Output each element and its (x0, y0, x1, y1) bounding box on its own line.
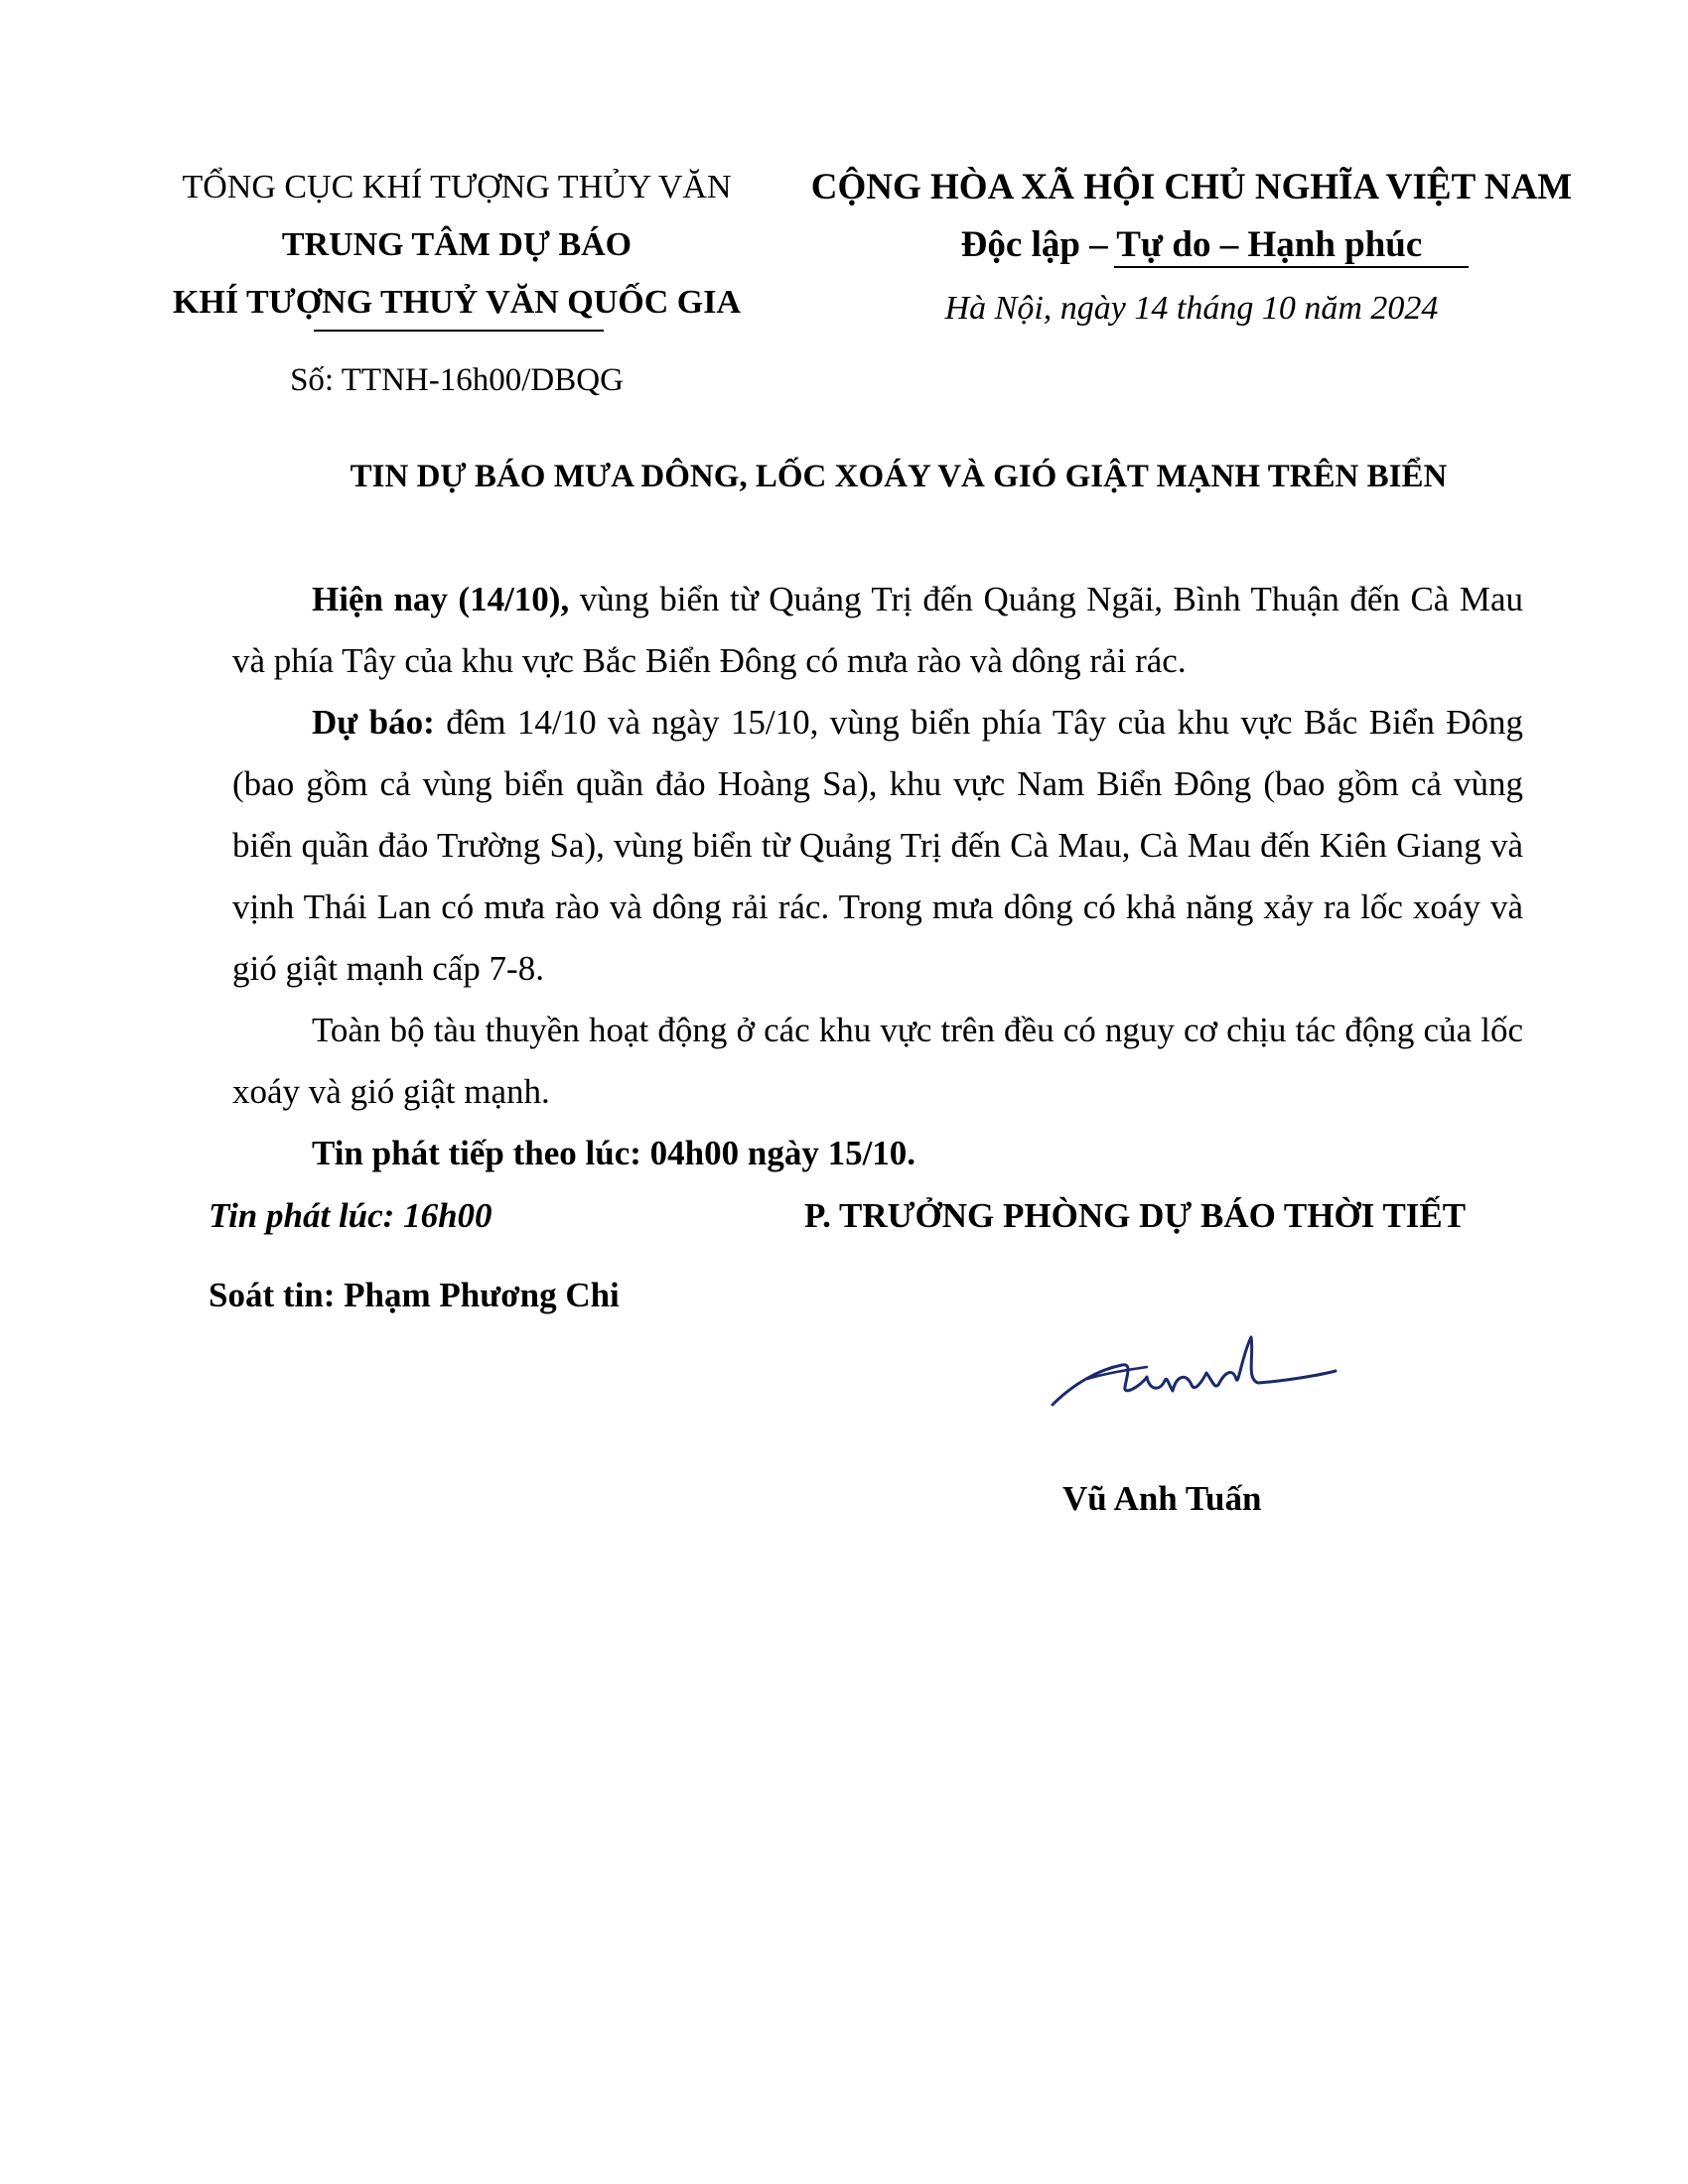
agency-parent: TỔNG CỤC KHÍ TƯỢNG THỦY VĂN (182, 169, 732, 205)
document-title: TIN DỰ BÁO MƯA DÔNG, LỐC XOÁY VÀ GIÓ GIẬT MẠNH TRÊN BIỂN (350, 459, 1448, 494)
issued-time: Tin phát lúc: 16h00 (209, 1196, 492, 1235)
agency-name-line1: TRUNG TÂM DỰ BÁO (281, 226, 633, 263)
paragraph-next-bulletin: Tin phát tiếp theo lúc: 04h00 ngày 15/10. (312, 1134, 916, 1172)
signer-title: P. TRƯỞNG PHÒNG DỰ BÁO THỜI TIẾT (804, 1196, 1467, 1235)
document-number: Số: TTNH-16h00/DBQG (290, 362, 624, 398)
paragraph-current-text: vùng biển từ Quảng Trị đến Quảng Ngãi, Bình Thuận đến Cà Mau và phía Tây của khu vực Bắc Biển Đông có mưa rào và dông rải rác. (232, 580, 1523, 680)
national-motto: Độc lập – Tự do – Hạnh phúc (960, 224, 1423, 265)
paragraph-forecast (232, 692, 1523, 1000)
signature (1048, 1315, 1345, 1439)
national-header (794, 159, 1589, 338)
agency-name-line2: KHÍ TƯỢNG THUỶ VĂN QUỐC GIA (172, 284, 742, 321)
signer-name: Vũ Anh Tuấn (1062, 1479, 1262, 1518)
motto-underline (1114, 266, 1469, 268)
paragraph-forecast-lead: Dự báo: (312, 703, 435, 742)
agency-underline (314, 330, 604, 332)
paragraph-current (232, 569, 1523, 692)
paragraph-warning: Toàn bộ tàu thuyền hoạt động ở các khu vực trên đều có nguy cơ chịu tác động của lốc xoáy và gió giật mạnh. (232, 1011, 1523, 1111)
agency-header (139, 159, 774, 409)
reviewer: Soát tin: Phạm Phương Chi (209, 1276, 620, 1314)
signature-scribble (1048, 1315, 1345, 1434)
place-date: Hà Nội, ngày 14 tháng 10 năm 2024 (944, 290, 1439, 327)
document-body (232, 569, 1523, 1184)
paragraph-current-lead: Hiện nay (14/10), (312, 580, 570, 618)
country-name: CỘNG HÒA XÃ HỘI CHỦ NGHĨA VIỆT NAM (810, 167, 1573, 207)
paragraph-forecast-text: đêm 14/10 và ngày 15/10, vùng biển phía Tây của khu vực Bắc Biển Đông (bao gồm cả vùng biển quần đảo Hoàng Sa), khu vực Nam Biển Đông (bao gồm cả vùng biển quần đảo Trường Sa), vùng biển từ Quảng Trị đến Cà Mau, Cà Mau đến Kiên Giang và vịnh Thái Lan có mưa rào và dông rải rác. Trong mưa dông có khả năng xảy ra lốc xoáy và gió giật mạnh cấp 7-8. (232, 703, 1523, 988)
